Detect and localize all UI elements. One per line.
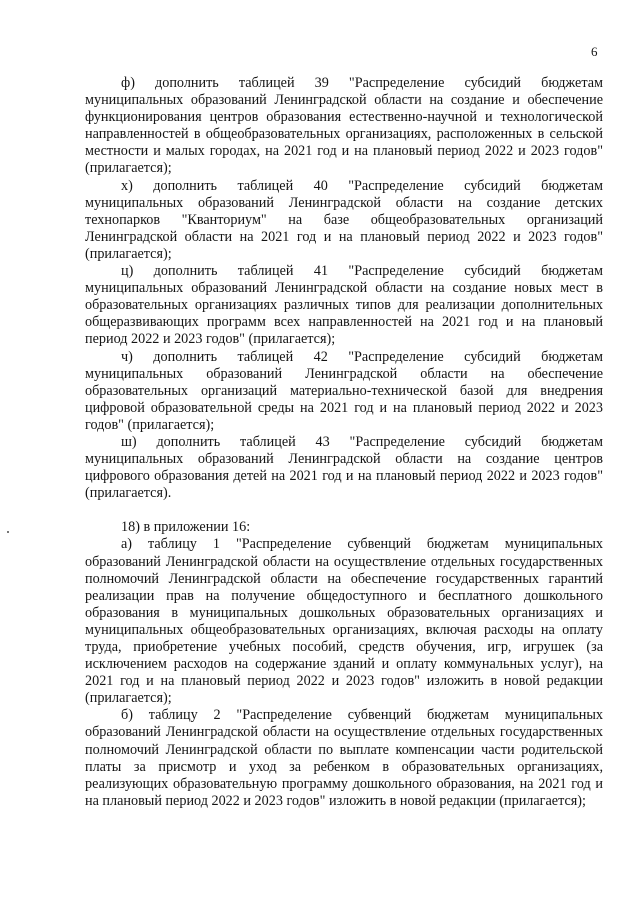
paragraph-a-table-1: а) таблицу 1 "Распределение субвенций бюджетам муниципальных образований Ленинградской области на осуществление отдельных государственных полномочий Ленинградской области на обеспечение государственных гарантий реализации прав на получение общедоступного и бесплатного дошкольного образования в муниципальных дошкольных образовательных организациях и муниципальных общеобразовательных организациях, включая расходы на оплату труда, приобретение учебных пособий, средств обучения, игр, игрушек (за исключением расходов на содержание зданий и оплату коммунальных услуг), на 2021 год и на плановый период 2022 и 2023 годов" изложить в новой редакции (прилагается); <box>85 536 603 707</box>
document-body <box>85 75 603 810</box>
paragraph-b-table-2: б) таблицу 2 "Распределение субвенций бюджетам муниципальных образований Ленинградской области на осуществление отдельных государственных полномочий Ленинградской области по выплате компенсации части родительской платы за присмотр и уход за ребенком в образовательных организациях, реализующих образовательную программу дошкольного образования, на 2021 год и на плановый период 2022 и 2023 годов" изложить в новой редакции (прилагается); <box>85 707 603 809</box>
margin-mark <box>7 531 9 533</box>
paragraph-f-table-39: ф) дополнить таблицей 39 "Распределение субсидий бюджетам муниципальных образований Ленинградской области на создание и обеспечение функционирования центров образования естественно-научной и технологической направленностей в общеобразовательных организациях, расположенных в сельской местности и малых городах, на 2021 год и на плановый период 2022 и 2023 годов" (прилагается); <box>85 75 603 177</box>
paragraph-ch-table-42: ч) дополнить таблицей 42 "Распределение субсидий бюджетам муниципальных образований Ленинградской области на обеспечение образовательных организаций материально-технической базой для внедрения цифровой образовательной среды на 2021 год и на плановый период 2022 и 2023 годов" (прилагается); <box>85 348 603 433</box>
paragraph-18-appendix-16: 18) в приложении 16: <box>121 519 251 536</box>
paragraph-ts-table-41: ц) дополнить таблицей 41 "Распределение субсидий бюджетам муниципальных образований Ленинградской области на создание новых мест в образовательных организациях различных типов для реализации дополнительных общеразвивающих программ всех направленностей на 2021 год и на плановый период 2022 и 2023 годов" (прилагается); <box>85 263 603 348</box>
page-number: 6 <box>591 44 598 59</box>
paragraph-sh-table-43: ш) дополнить таблицей 43 "Распределение субсидий бюджетам муниципальных образований Ленинградской области на создание центров цифрового образования детей на 2021 год и на плановый период 2022 и 2023 годов" (прилагается). <box>85 433 603 502</box>
paragraph-kh-table-40: х) дополнить таблицей 40 "Распределение субсидий бюджетам муниципальных образований Ленинградской области на создание детских технопарков "Кванториум" на базе общеобразовательных организаций Ленинградской области на 2021 год и на плановый период 2022 и 2023 годов" (прилагается); <box>85 177 603 262</box>
paragraph-spacer <box>85 502 603 519</box>
